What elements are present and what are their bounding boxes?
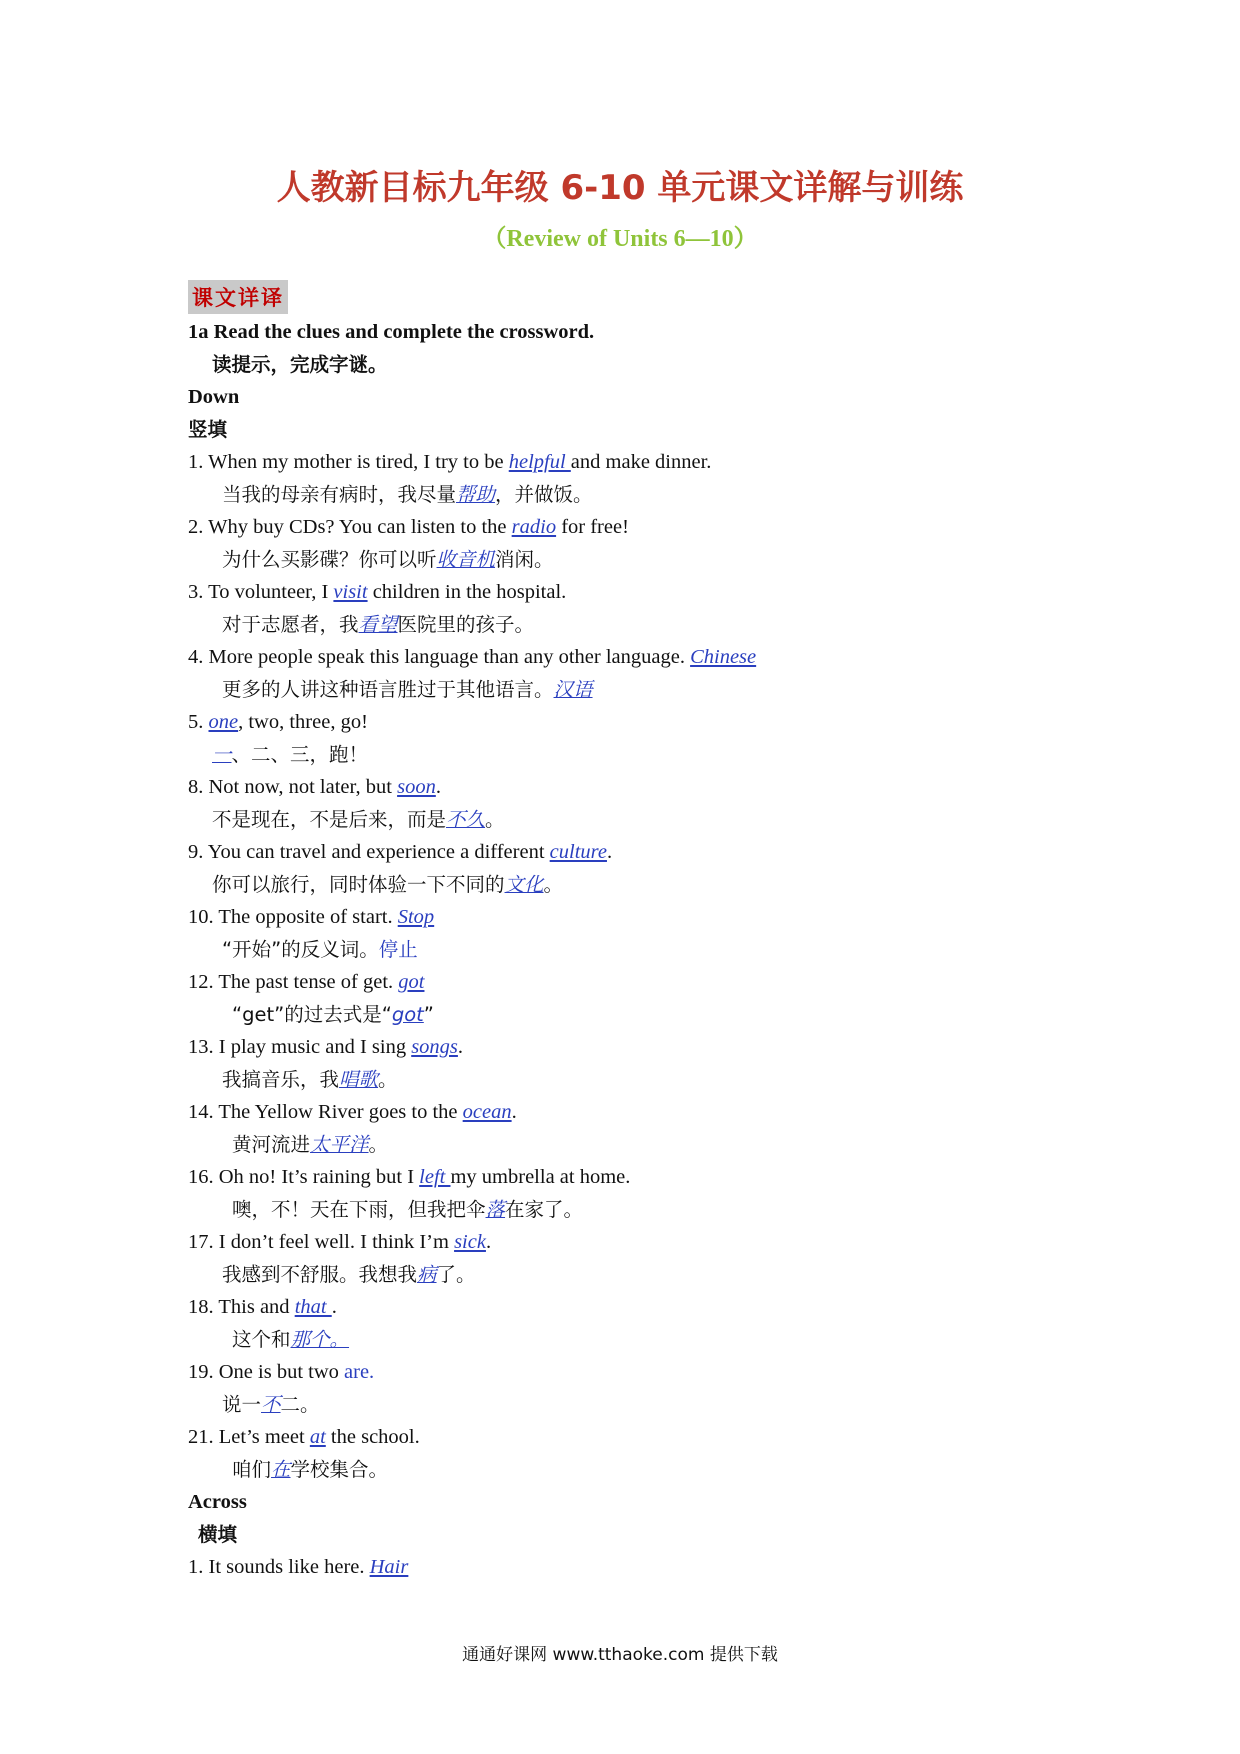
answer: that [294,1296,332,1318]
answer-zh: 文化 [504,872,544,896]
page-subtitle: （Review of Units 6—10） [482,226,758,252]
answer-zh: 收音机 [436,547,496,571]
clue-zh: “开始”的反义词。停止 [222,937,418,961]
clue-en: 4. More people speak this language than any other language. Chinese [188,646,757,668]
across-heading-zh: 横填 [198,1522,238,1546]
answer: at [309,1426,326,1448]
clue-en: 2. Why buy CDs? You can listen to the radio for free! [188,516,629,538]
clue-zh: “get”的过去式是“got” [232,1002,434,1026]
clue-zh: 不是现在，不是后来，而是不久。 [212,807,505,831]
clue-zh: 为什么买影碟？你可以听收音机消闲。 [222,547,554,571]
answer-zh: 太平洋 [310,1132,369,1156]
clue-en: 12. The past tense of get. got [188,971,425,993]
down-heading-en: Down [188,386,240,408]
clue-en: 18. This and that . [188,1296,337,1318]
answer: left [419,1166,451,1188]
answer-zh: 汉语 [553,677,593,701]
clue-zh: 对于志愿者，我看望医院里的孩子。 [222,612,535,636]
clue-zh: 这个和那个。 [232,1327,350,1351]
answer: helpful [508,451,571,473]
answer: ocean [462,1101,512,1123]
clue-en: 17. I don’t feel well. I think I’m sick. [188,1231,492,1253]
answer-zh: 不 [261,1392,281,1416]
clue-zh: 我感到不舒服。我想我病了。 [222,1262,476,1286]
clue-en: 13. I play music and I sing songs. [188,1036,464,1058]
across-heading-en: Across [188,1491,247,1513]
clue-en: 5. one, two, three, go! [188,711,368,733]
answer: Stop [397,906,435,928]
answer: Chinese [690,646,757,668]
answer-zh: 一 [212,742,232,766]
answer: soon [397,776,436,798]
clue-en: 14. The Yellow River goes to the ocean. [188,1101,517,1123]
page-title: 人教新目标九年级 6-10 单元课文详解与训练 [276,168,964,208]
clue-zh: 咱们在学校集合。 [232,1457,389,1481]
clue-en: 21. Let’s meet at the school. [188,1426,420,1448]
task-instruction-en: 1a Read the clues and complete the crossword. [188,321,595,343]
answer-zh: 看望 [358,612,398,636]
clue-en: 9. You can travel and experience a different culture. [188,841,613,863]
task-instruction-zh: 读提示，完成字谜。 [212,352,388,376]
document-body [188,316,1088,1584]
answer: radio [511,516,557,538]
answer-zh: 那个。 [290,1327,350,1351]
clue-en: 1. When my mother is tired, I try to be helpful and make dinner. [188,451,712,473]
section-tag: 课文详译 [188,280,288,314]
answer-zh: 唱歌 [339,1067,379,1091]
clue-en: 19. One is but two are. [188,1361,375,1383]
answer-zh: 不久 [446,807,486,831]
answer-zh: got [391,1002,424,1026]
clue-zh: 一、二、三，跑！ [212,742,369,766]
clue-en: 8. Not now, not later, but soon. [188,776,441,798]
answer: songs [411,1036,458,1058]
clue-zh: 噢，不！天在下雨，但我把伞落在家了。 [232,1197,584,1221]
clue-en: 1. It sounds like here. Hair [188,1556,409,1578]
answer-zh: 停止 [378,937,418,961]
answer: culture [549,841,607,863]
clue-en: 10. The opposite of start. Stop [188,906,435,928]
answer: Hair [369,1556,409,1578]
answer: sick [454,1231,486,1253]
clue-zh: 当我的母亲有病时，我尽量帮助，并做饭。 [222,482,593,506]
clue-zh: 黄河流进太平洋。 [232,1132,389,1156]
clue-en: 16. Oh no! It’s raining but I left my umbrella at home. [188,1166,631,1188]
clue-zh: 说一不二。 [222,1392,320,1416]
answer: one [208,711,239,733]
answer-zh: 病 [417,1262,437,1286]
answer: are. [344,1361,375,1383]
answer: got [398,971,425,993]
clue-zh: 你可以旅行，同时体验一下不同的文化。 [212,872,564,896]
answer-zh: 落 [485,1197,506,1221]
answer-zh: 在 [271,1457,291,1481]
answer: visit [333,581,368,603]
clue-en: 3. To volunteer, I visit children in the hospital. [188,581,567,603]
clue-zh: 更多的人讲这种语言胜过于其他语言。汉语 [222,677,593,701]
down-heading-zh: 竖填 [188,417,228,441]
page-footer: 通通好课网 www.tthaoke.com 提供下载 [462,1645,778,1665]
clue-zh: 我搞音乐，我唱歌。 [222,1067,398,1091]
answer-zh: 帮助 [456,482,496,506]
